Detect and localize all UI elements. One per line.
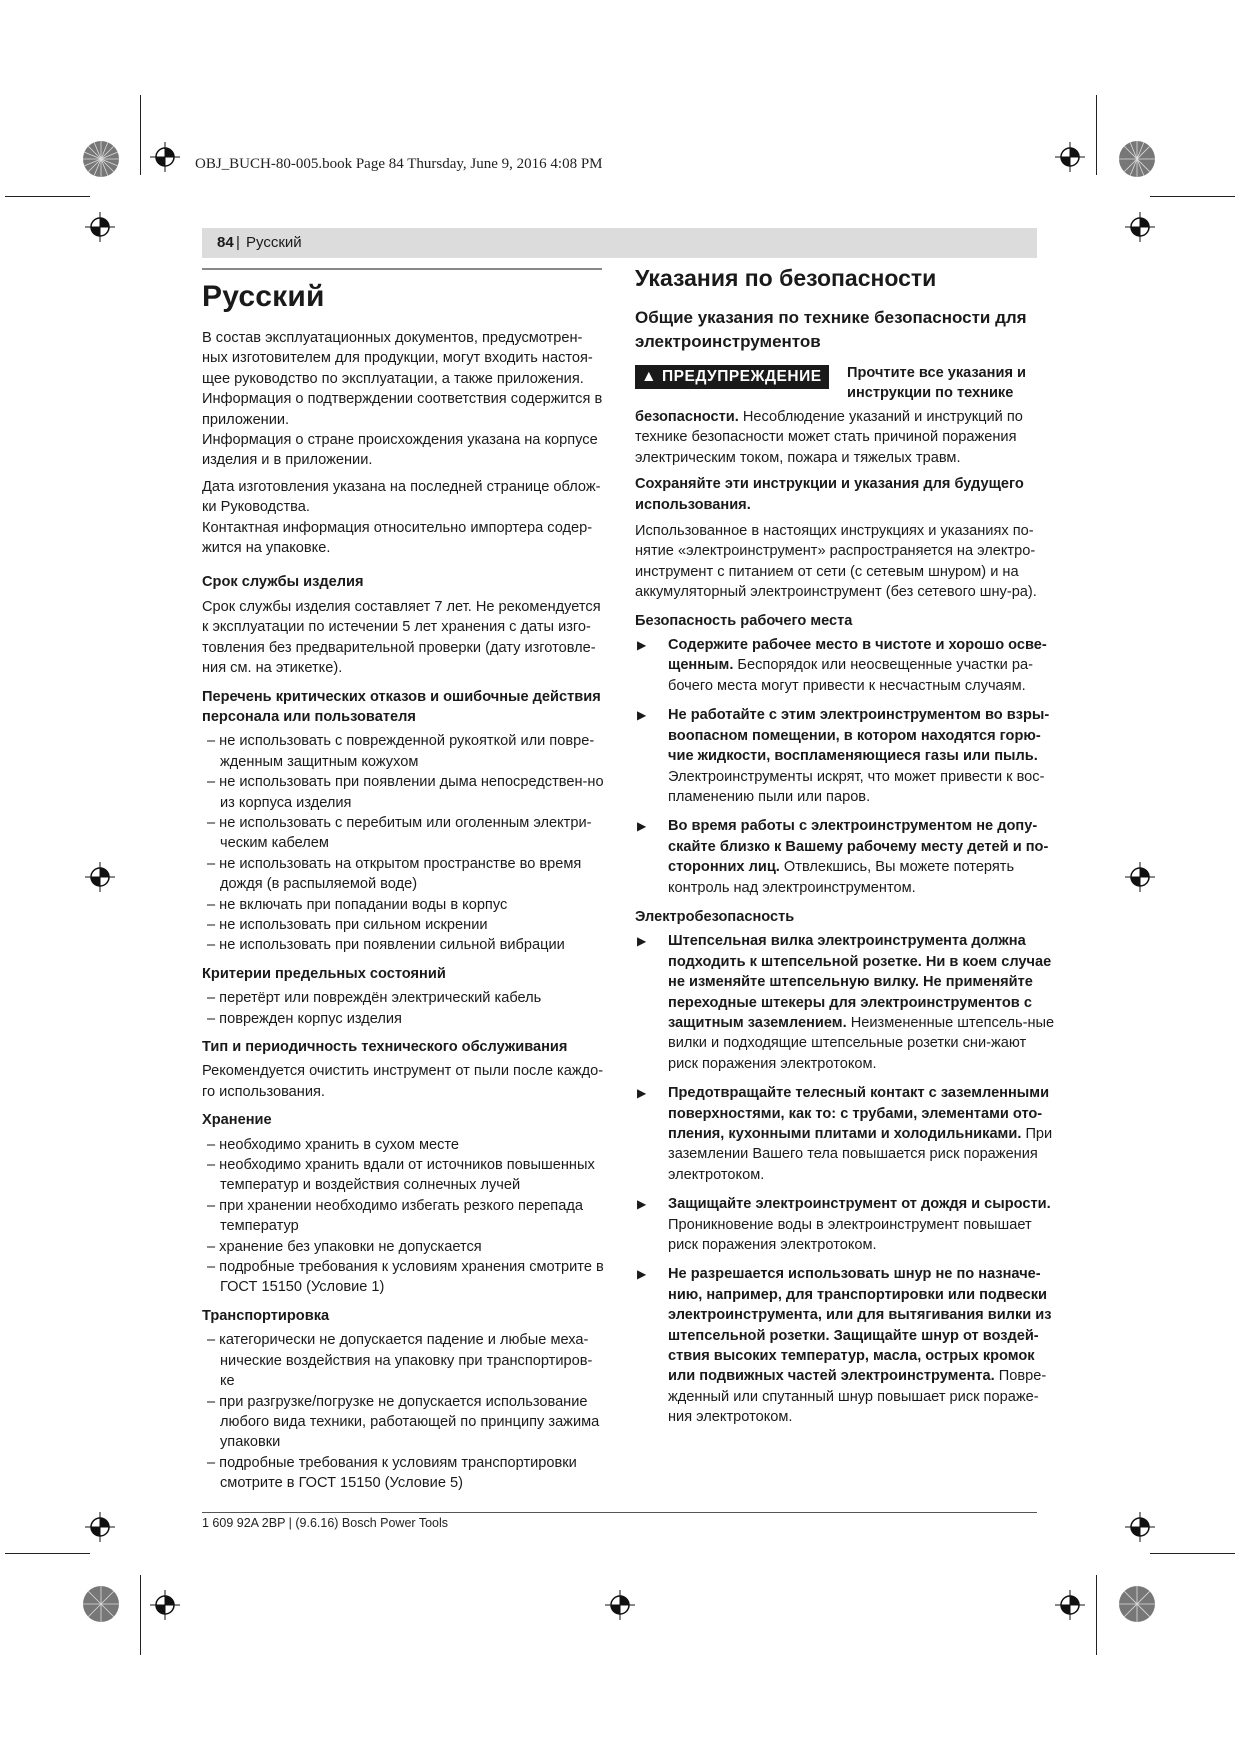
list-item: ▶ Защищайте электроинструмент от дождя и сырости. Проникновение воды в электроинструмент повышает риск поражения электротоком. xyxy=(637,1196,1051,1254)
warning-bold-continuation: безопасности. xyxy=(635,409,739,425)
section-text: Рекомендуется очистить инструмент от пыли после каждо-го использования. xyxy=(202,1063,604,1100)
electrical-list xyxy=(635,931,1055,1427)
star-target-icon xyxy=(82,140,120,178)
triangle-bullet-icon: ▶ xyxy=(637,934,647,949)
section-subtitle: Общие указания по технике безопасности для электроинструментов xyxy=(635,308,1027,351)
right-column xyxy=(635,265,1055,1437)
storage-list xyxy=(202,1135,604,1298)
intro-block xyxy=(202,328,604,558)
list-item: – необходимо хранить вдали от источников повышенных температур и воздействия солнечных лучей xyxy=(202,1155,604,1196)
page-number: 84 xyxy=(217,234,234,251)
keep-instructions: Сохраняйте эти инструкции и указания для будущего использования. xyxy=(635,476,1024,513)
failures-list xyxy=(202,731,604,955)
triangle-bullet-icon: ▶ xyxy=(637,1197,647,1212)
intro-paragraph: Дата изготовления указана на последней странице облож-ки Руководства. xyxy=(202,478,601,516)
warning-badge-label: ПРЕДУПРЕЖДЕНИЕ xyxy=(662,368,822,385)
print-header: OBJ_BUCH-80-005.book Page 84 Thursday, June 9, 2016 4:08 PM xyxy=(195,156,603,172)
transport-list xyxy=(202,1330,604,1493)
title-rule xyxy=(202,268,602,270)
triangle-bullet-icon: ▶ xyxy=(637,708,647,723)
term-definition: Использованное в настоящих инструкциях и указаниях по-нятие «электроинструмент» распространяется на электро-инструмент с питанием от сети (с сетевым шнуром) и на аккумуляторный электроинструмент (без сетевого шну-ра). xyxy=(635,523,1037,601)
warning-block xyxy=(635,363,1055,407)
list-item: – не использовать с поврежденной рукояткой или повре-жденным защитным кожухом xyxy=(202,731,604,772)
section-heading: Тип и периодичность технического обслуживания xyxy=(202,1039,568,1055)
page-header-separator: | xyxy=(236,234,240,251)
list-item: – подробные требования к условиям транспортировки смотрите в ГОСТ 15150 (Условие 5) xyxy=(202,1453,604,1494)
registration-mark-icon xyxy=(150,1590,180,1620)
registration-mark-icon xyxy=(605,1590,635,1620)
section-heading: Безопасность рабочего места xyxy=(635,612,853,629)
workplace-list xyxy=(635,635,1055,898)
limit-list xyxy=(202,988,604,1029)
list-item: – не включать при попадании воды в корпус xyxy=(202,895,604,915)
star-target-icon xyxy=(1118,1585,1156,1623)
list-item: – не использовать при появлении сильной вибрации xyxy=(202,935,604,955)
list-item: ▶ Не работайте с этим электроинструментом во взры-воопасном помещении, в котором находятся горю-чие жидкости, воспламеняющиеся газы или пыль. Электроинструменты искрят, что может привести к вос-пламенению пыли или паров. xyxy=(637,707,1050,805)
section-heading: Критерии предельных состояний xyxy=(202,965,446,982)
intro-paragraph: В состав эксплуатационных документов, предусмотрен-ных изготовителем для продукции, могут входить настоя-щее руководство по эксплуатации, а также приложения. xyxy=(202,330,593,387)
triangle-bullet-icon: ▶ xyxy=(637,638,647,653)
list-item: – не использовать на открытом пространстве во время дождя (в распыляемой воде) xyxy=(202,854,604,895)
list-item: – не использовать при появлении дыма непосредствен-но из корпуса изделия xyxy=(202,772,604,813)
warning-paragraph xyxy=(635,407,1055,468)
registration-mark-icon xyxy=(150,142,180,172)
list-item: ▶ Предотвращайте телесный контакт с заземленными поверхностями, как то: с трубами, элементами ото-пления, кухонными плитами и холодильниками. При заземлении Вашего тела повышается риск поражения электротоком. xyxy=(637,1085,1053,1183)
registration-mark-icon xyxy=(85,862,115,892)
warning-text: Несоблюдение указаний и инструкций по технике безопасности может стать причиной поражения электрическим током, пожара и тяжелых травм. xyxy=(635,409,1023,466)
list-item: – не использовать с перебитым или оголенным электри-ческим кабелем xyxy=(202,813,604,854)
triangle-bullet-icon: ▶ xyxy=(637,1267,647,1282)
section-heading: Срок службы изделия xyxy=(202,574,364,591)
list-item: – хранение без упаковки не допускается xyxy=(202,1237,604,1257)
list-item: ▶ Не разрешается использовать шнур не по назначе-нию, например, для транспортировки или подвески электроинструмента, или для вытягивания вилки из штепсельной розетки. Защищайте шнур от воздей-ствия высоких температур, масла, острых кромок или подвижных частей электроинструмента. Повре-жденный или спутанный шнур повышает риск пораже-ния электротоком. xyxy=(637,1266,1052,1426)
registration-mark-icon xyxy=(1055,142,1085,172)
section-heading: Перечень критических отказов и ошибочные действия персонала или пользователя xyxy=(202,688,601,725)
list-item: – при разгрузке/погрузке не допускается использование любого вида техники, работающей по принципу зажима упаковки xyxy=(202,1392,604,1453)
section-heading: Хранение xyxy=(202,1112,272,1129)
registration-mark-icon xyxy=(1055,1590,1085,1620)
warning-side-text: Прочтите все указания и инструкции по технике xyxy=(847,365,1026,402)
list-item: – поврежден корпус изделия xyxy=(202,1009,604,1029)
list-item: – перетёрт или повреждён электрический кабель xyxy=(202,988,604,1008)
page-header-band xyxy=(202,228,1037,258)
warning-badge xyxy=(635,365,829,389)
list-item: – не использовать при сильном искрении xyxy=(202,915,604,935)
list-item: ▶ Штепсельная вилка электроинструмента должна подходить к штепсельной розетке. Ни в коем случае не изменяйте штепсельную вилку. Не применяйте переходные штекеры для электроинструментов с защитным заземлением. Неизмененные штепсель-ные вилки и подходящие штепсельные розетки сни-жают риск поражения электротоком. xyxy=(637,933,1055,1072)
star-target-icon xyxy=(82,1585,120,1623)
intro-paragraph: Информация о стране происхождения указана на корпусе изделия и в приложении. xyxy=(202,432,598,469)
section-title: Указания по безопасности xyxy=(635,265,937,291)
registration-mark-icon xyxy=(85,212,115,242)
star-target-icon xyxy=(1118,140,1156,178)
registration-mark-icon xyxy=(1125,862,1155,892)
list-item: – при хранении необходимо избегать резкого перепада температур xyxy=(202,1196,604,1237)
registration-mark-icon xyxy=(1125,212,1155,242)
registration-mark-icon xyxy=(85,1512,115,1542)
list-item: – категорически не допускается падение и любые меха-нические воздействия на упаковку при транспортиров-ке xyxy=(202,1330,604,1391)
triangle-bullet-icon: ▶ xyxy=(637,819,647,834)
section-heading: Транспортировка xyxy=(202,1307,330,1324)
section-heading: Электробезопасность xyxy=(635,908,795,925)
list-item: ▶ Содержите рабочее место в чистоте и хорошо осве-щенным. Беспорядок или неосвещенные участки ра-бочего места могут привести к несчастным случаям. xyxy=(637,637,1047,694)
warning-triangle-icon: ▲ xyxy=(641,368,657,385)
intro-paragraph: Контактная информация относительно импортера содер-жится на упаковке. xyxy=(202,519,593,557)
left-column xyxy=(202,268,604,1500)
list-item: – подробные требования к условиям хранения смотрите в ГОСТ 15150 (Условие 1) xyxy=(202,1257,604,1298)
list-item: ▶ Во время работы с электроинструментом не допу-скайте близко к Вашему рабочему месту детей и по-сторонних лиц. Отвлекшись, Вы можете потерять контроль над электроинструментом. xyxy=(637,818,1049,896)
page-header-language: Русский xyxy=(246,234,302,251)
list-item: – необходимо хранить в сухом месте xyxy=(202,1135,604,1155)
footer-rule xyxy=(202,1512,1037,1513)
page-title: Русский xyxy=(202,280,325,313)
footer-text: 1 609 92A 2BP | (9.6.16) Bosch Power Tools xyxy=(202,1516,448,1530)
section-text: Срок службы изделия составляет 7 лет. Не рекомендуется к эксплуатации по истечении 5 лет хранения с даты изго-товления без предварительной проверки (дату изготовле-ния см. на этикетке). xyxy=(202,598,601,677)
intro-paragraph: Информация о подтверждении соответствия содержится в приложении. xyxy=(202,391,603,428)
triangle-bullet-icon: ▶ xyxy=(637,1086,647,1101)
registration-mark-icon xyxy=(1125,1512,1155,1542)
